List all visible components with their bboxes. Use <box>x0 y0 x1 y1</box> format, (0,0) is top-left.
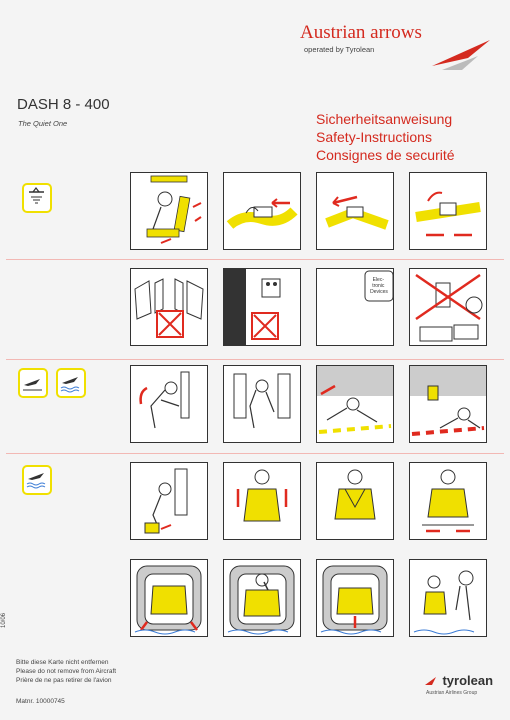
don-vest-panel <box>223 462 301 540</box>
emergency-landing-water-icon <box>56 368 86 398</box>
notice-de: Bitte diese Karte nicht entfernen <box>16 659 109 666</box>
tie-straps-panel <box>409 462 487 540</box>
seat-upright-panel <box>130 172 208 250</box>
aircraft-model: DASH 8 - 400 <box>17 96 110 113</box>
electronic-devices-panel <box>316 268 394 346</box>
pull-tabs-panel <box>316 559 394 637</box>
tyrolean-subline: Austrian Airlines Group <box>426 690 478 696</box>
aircraft-tagline: The Quiet One <box>18 119 68 128</box>
adjust-belt-panel <box>316 172 394 250</box>
child-vest-panel <box>409 559 487 637</box>
tyrolean-logo <box>424 672 493 696</box>
seatbelt-sign-icon <box>22 183 52 213</box>
brace-position-front-panel <box>130 365 208 443</box>
release-belt-panel <box>409 172 487 250</box>
tyrolean-mark-icon <box>424 675 438 687</box>
no-phone-panel <box>409 268 487 346</box>
fasten-belt-panel <box>223 172 301 250</box>
notice-en: Please do not remove from Aircraft <box>16 668 117 675</box>
no-smoking-lavatory-panel <box>223 268 301 346</box>
row-divider <box>6 453 504 454</box>
title-de: Sicherheitsanweisung <box>316 111 453 127</box>
crawl-smoke-panel <box>316 365 394 443</box>
tyrolean-wordmark: tyrolean <box>442 673 494 688</box>
print-date: 10/06 <box>1 612 7 628</box>
operated-by-text: operated by Tyrolean <box>304 45 375 54</box>
title-en: Safety-Instructions <box>316 129 432 145</box>
exit-inflate-panel <box>130 559 208 637</box>
vest-over-head-panel <box>316 462 394 540</box>
retrieve-vest-panel <box>130 462 208 540</box>
do-not-remove-notice <box>16 658 116 685</box>
blow-tube-panel <box>223 559 301 637</box>
electronic-devices-label-line: Elec- <box>372 277 385 283</box>
electronic-devices-label-line: tronic <box>372 283 385 289</box>
arrow-logo-icon <box>428 32 494 72</box>
electronic-devices-label-line: Devices <box>370 289 388 295</box>
emergency-landing-ground-icon <box>18 368 48 398</box>
airline-name: Austrian arrows <box>300 22 422 43</box>
notice-fr: Prière de ne pas retirer de l'avion <box>16 677 112 684</box>
material-number: Matnr. 10000745 <box>16 698 65 705</box>
row-divider <box>6 259 504 260</box>
row-divider <box>6 359 504 360</box>
brace-position-seat-panel <box>223 365 301 443</box>
card-titles <box>316 110 455 164</box>
floor-lighting-panel <box>409 365 487 443</box>
no-smoking-cabin-panel <box>130 268 208 346</box>
water-landing-icon <box>22 465 52 495</box>
title-fr: Consignes de securité <box>316 147 455 163</box>
